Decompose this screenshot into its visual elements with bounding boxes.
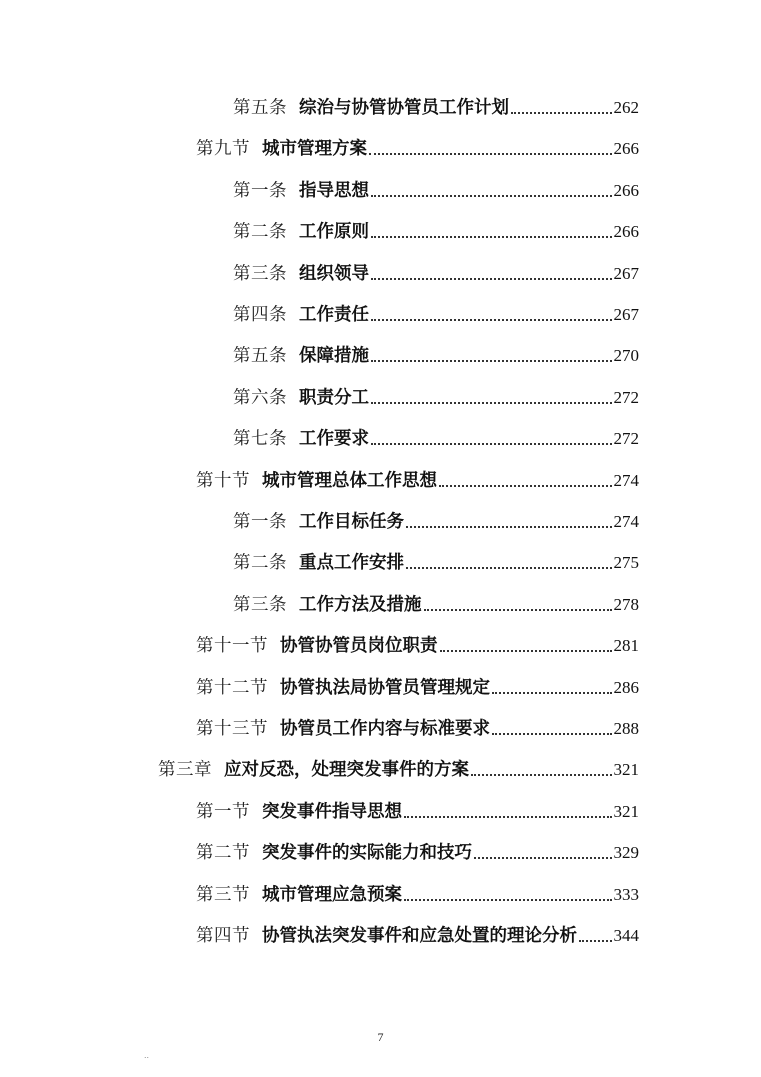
toc-entry-page: 267	[613, 305, 639, 324]
dot-leader	[439, 485, 612, 487]
toc-entry-page: 272	[613, 387, 639, 407]
toc-entry-number: 第二条	[233, 222, 287, 243]
toc-entry-page: 266	[613, 139, 639, 159]
toc-entry-title: 工作要求	[299, 429, 369, 450]
toc-entry-title: 突发事件指导思想	[262, 801, 402, 822]
dot-leader	[404, 899, 612, 901]
toc-entry[interactable]	[196, 882, 639, 906]
toc-entry-page: 266	[613, 222, 639, 242]
toc-entry-title: 城市管理总体工作思想	[262, 470, 437, 491]
toc-entry-title: 协管员工作内容与标准要求	[280, 719, 490, 739]
toc-entry-page: 321	[613, 760, 639, 780]
toc-entry[interactable]	[233, 343, 639, 367]
toc-entry-number: 第六条	[233, 387, 287, 408]
corner-mark: ..	[144, 1050, 150, 1060]
toc-entry[interactable]	[233, 95, 639, 119]
toc-entry-number: 第九节	[196, 139, 250, 160]
toc-entry-title: 协管执法局协管员管理规定	[280, 677, 490, 698]
toc-entry[interactable]	[233, 385, 639, 409]
toc-entry-page: 288	[613, 719, 639, 738]
toc-entry-number: 第七条	[233, 429, 287, 450]
toc-entry-page: 267	[613, 263, 639, 283]
toc-entry-number: 第三条	[233, 594, 287, 615]
toc-entry-title: 保障措施	[299, 346, 369, 367]
dot-leader	[406, 567, 612, 569]
toc-entry-number: 第一节	[196, 801, 250, 822]
toc-entry-title: 指导思想	[299, 180, 369, 201]
dot-leader	[406, 526, 612, 528]
toc-entry[interactable]	[196, 716, 639, 740]
dot-leader	[492, 733, 612, 735]
dot-leader	[371, 402, 612, 404]
toc-entry-number: 第十一节	[196, 636, 268, 657]
toc-entry-page: 278	[613, 594, 639, 614]
toc-entry-title: 应对反恐，处理突发事件的方案	[224, 760, 469, 781]
dot-leader	[492, 692, 612, 694]
toc-entry-number: 第五条	[233, 98, 287, 118]
toc-entry[interactable]	[196, 799, 639, 823]
toc-entry-page: 275	[613, 553, 639, 573]
toc-entry[interactable]	[196, 675, 639, 699]
dot-leader	[471, 774, 612, 776]
toc-entry[interactable]	[233, 261, 639, 285]
toc-entry[interactable]	[196, 840, 639, 864]
dot-leader	[474, 857, 612, 859]
toc-entry[interactable]	[233, 426, 639, 450]
toc-entry-page: 274	[613, 470, 639, 490]
toc-entry-number: 第十二节	[196, 677, 268, 698]
toc-entry-title: 城市管理方案	[262, 139, 367, 160]
toc-entry-page: 281	[613, 636, 639, 656]
toc-entry-number: 第四节	[196, 926, 250, 946]
dot-leader	[511, 112, 612, 114]
dot-leader	[424, 609, 612, 611]
toc-entry-title: 协管协管员岗位职责	[280, 636, 438, 657]
toc-entry[interactable]	[233, 509, 639, 533]
toc-entry-title: 工作责任	[299, 305, 369, 325]
toc-entry-number: 第十节	[196, 470, 250, 491]
toc-entry-number: 第二条	[233, 553, 287, 574]
page-number: 7	[377, 1030, 384, 1044]
toc-entry[interactable]	[233, 178, 639, 202]
toc-entry-title: 协管执法突发事件和应急处置的理论分析	[262, 926, 577, 946]
dot-leader	[371, 195, 612, 197]
toc-entry-page: 333	[613, 884, 639, 904]
toc-entry[interactable]	[233, 219, 639, 243]
toc-entry[interactable]	[196, 923, 639, 947]
dot-leader	[369, 153, 612, 155]
toc-entry-page: 266	[613, 180, 639, 200]
toc-entry-title: 工作原则	[299, 222, 369, 243]
toc-entry-page: 274	[613, 512, 639, 531]
toc-entry-title: 组织领导	[299, 263, 369, 284]
dot-leader	[440, 650, 612, 652]
toc-entry-number: 第一条	[233, 512, 287, 532]
dot-leader	[579, 940, 612, 942]
toc-entry-number: 第三节	[196, 884, 250, 905]
dot-leader	[404, 816, 612, 818]
dot-leader	[371, 319, 612, 321]
toc-entry-page: 272	[613, 429, 639, 449]
toc-entry-number: 第四条	[233, 305, 287, 325]
toc-entry-page: 270	[613, 346, 639, 366]
toc-entry-title: 综治与协管协管员工作计划	[299, 98, 509, 118]
dot-leader	[371, 236, 612, 238]
toc-entry[interactable]	[158, 757, 639, 781]
toc-entry-title: 工作目标任务	[299, 512, 404, 532]
toc-entry-number: 第十三节	[196, 719, 268, 739]
toc-entry[interactable]	[233, 550, 639, 574]
toc-entry[interactable]	[233, 592, 639, 616]
dot-leader	[371, 443, 612, 445]
toc-entry[interactable]	[196, 633, 639, 657]
toc-entry-title: 突发事件的实际能力和技巧	[262, 843, 472, 864]
toc-entry-page: 262	[613, 98, 639, 117]
dot-leader	[371, 278, 612, 280]
toc-entry-number: 第一条	[233, 180, 287, 201]
toc-entry[interactable]	[233, 302, 639, 326]
toc-entry-title: 重点工作安排	[299, 553, 404, 574]
toc-entry-number: 第三条	[233, 263, 287, 284]
toc-entry[interactable]	[196, 468, 639, 492]
toc-entry[interactable]	[196, 136, 639, 160]
toc-entry-title: 城市管理应急预案	[262, 884, 402, 905]
toc-entry-number: 第五条	[233, 346, 287, 367]
toc-entry-page: 344	[613, 926, 639, 945]
toc-entry-number: 第三章	[158, 760, 212, 781]
toc-entry-number: 第二节	[196, 843, 250, 864]
toc-entry-page: 286	[613, 677, 639, 697]
toc-entry-page: 329	[613, 843, 639, 863]
toc-entry-title: 工作方法及措施	[299, 594, 422, 615]
toc-entry-page: 321	[613, 801, 639, 821]
dot-leader	[371, 360, 612, 362]
toc-entry-title: 职责分工	[299, 387, 369, 408]
